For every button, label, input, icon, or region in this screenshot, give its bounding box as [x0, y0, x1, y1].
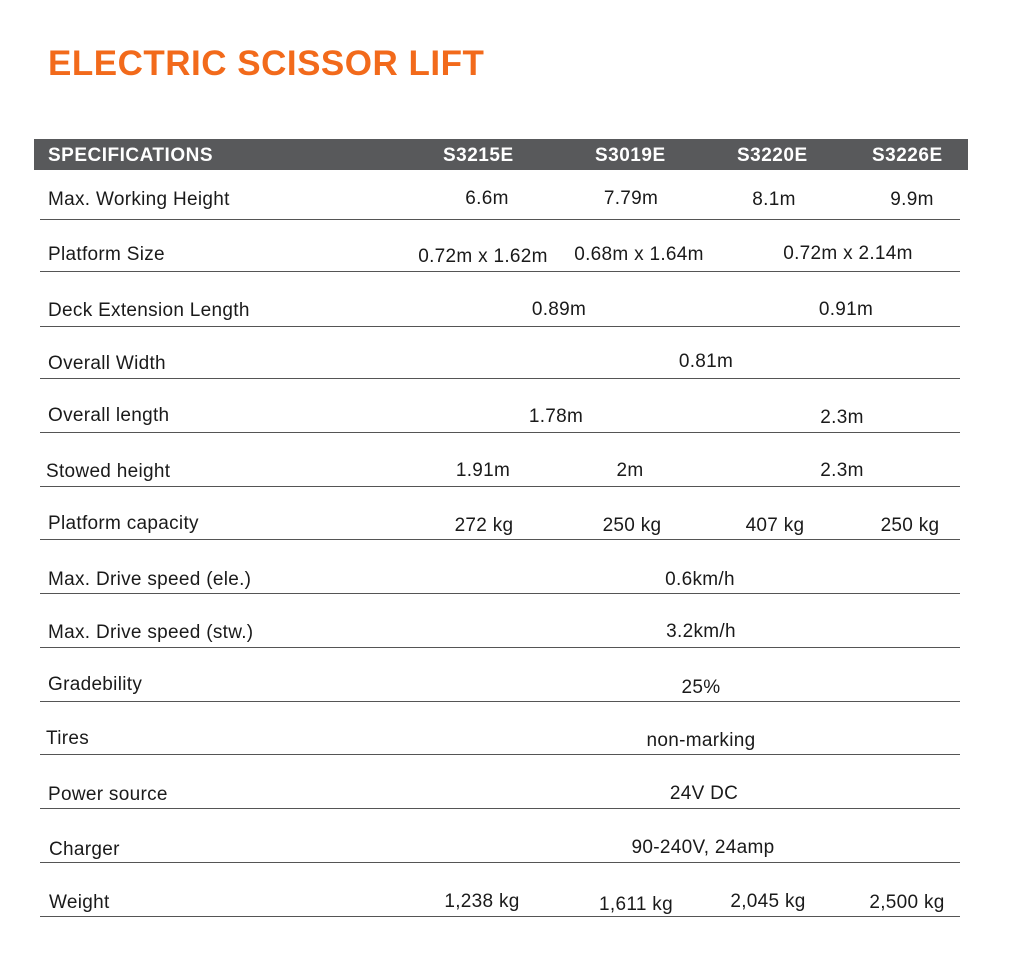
spec-row-overall-width — [40, 326, 960, 379]
value-s3226e: 2,500 kg — [869, 892, 945, 913]
value-all-models: non-marking — [646, 730, 756, 751]
spec-row-gradebility — [40, 649, 960, 702]
header-model-s3220e: S3220E — [737, 145, 808, 166]
value-s3019e: 0.68m x 1.64m — [574, 244, 704, 265]
spec-row-overall-length — [40, 380, 960, 433]
spec-row-platform-size — [40, 219, 960, 272]
value-all-models: 3.2km/h — [666, 621, 736, 642]
value-s3220e: 407 kg — [745, 515, 805, 536]
value-s3220e: 8.1m — [752, 189, 796, 210]
value-s3220e-s3226e: 2.3m — [820, 460, 864, 481]
value-s3220e: 2,045 kg — [730, 891, 806, 912]
value-s3215e-s3019e: 1.78m — [528, 406, 584, 427]
value-all-models: 90-240V, 24amp — [631, 837, 775, 858]
row-label: Max. Drive speed (stw.) — [48, 622, 254, 643]
header-model-s3226e: S3226E — [872, 145, 943, 166]
value-s3019e: 250 kg — [602, 515, 662, 536]
spec-row-tires — [40, 702, 960, 755]
header-model-s3019e: S3019E — [595, 145, 666, 166]
row-label: Platform Size — [48, 244, 165, 265]
value-s3226e: 9.9m — [890, 189, 934, 210]
row-label: Max. Drive speed (ele.) — [48, 569, 252, 590]
row-label: Deck Extension Length — [48, 300, 250, 321]
row-label: Tires — [46, 728, 90, 749]
row-label: Power source — [48, 784, 168, 805]
value-s3220e-s3226e: 2.3m — [820, 407, 864, 428]
value-all-models: 0.81m — [678, 351, 734, 372]
spec-row-max-working-height — [40, 167, 960, 220]
value-s3226e: 250 kg — [880, 515, 940, 536]
row-label: Overall length — [48, 405, 170, 426]
value-s3215e: 1.91m — [455, 460, 511, 481]
value-s3215e: 6.6m — [465, 188, 509, 209]
value-s3215e: 1,238 kg — [444, 891, 520, 912]
value-s3019e: 7.79m — [603, 188, 659, 209]
value-s3019e: 2m — [616, 460, 644, 481]
header-specifications: SPECIFICATIONS — [48, 145, 213, 166]
row-label: Stowed height — [46, 461, 171, 482]
spec-row-power-source — [40, 756, 960, 809]
spec-row-platform-capacity — [40, 487, 960, 540]
spec-row-deck-extension-length — [40, 274, 960, 327]
row-label: Platform capacity — [48, 513, 199, 534]
value-s3215e: 0.72m x 1.62m — [418, 246, 548, 267]
value-s3220e-s3226e: 0.91m — [818, 299, 874, 320]
row-label: Charger — [49, 839, 120, 860]
spec-row-weight — [40, 864, 960, 917]
header-model-s3215e: S3215E — [443, 145, 514, 166]
value-all-models: 0.6km/h — [665, 569, 735, 590]
spec-row-stowed-height — [40, 434, 960, 487]
value-all-models: 24V DC — [669, 783, 739, 804]
spec-row-max-drive-speed-ele — [40, 541, 960, 594]
row-label: Gradebility — [48, 674, 143, 695]
value-s3019e: 1,611 kg — [599, 894, 673, 915]
value-s3215e: 272 kg — [454, 515, 514, 536]
row-label: Weight — [49, 892, 110, 913]
spec-row-max-drive-speed-stw — [40, 595, 960, 648]
value-all-models: 25% — [681, 677, 721, 698]
page-title: ELECTRIC SCISSOR LIFT — [48, 44, 485, 83]
row-label: Max. Working Height — [48, 189, 230, 210]
value-s3215e-s3019e: 0.89m — [531, 299, 587, 320]
value-s3220e-s3226e: 0.72m x 2.14m — [783, 243, 913, 264]
spec-table-header — [34, 139, 968, 170]
row-label: Overall Width — [48, 353, 166, 374]
spec-row-charger — [40, 810, 960, 863]
